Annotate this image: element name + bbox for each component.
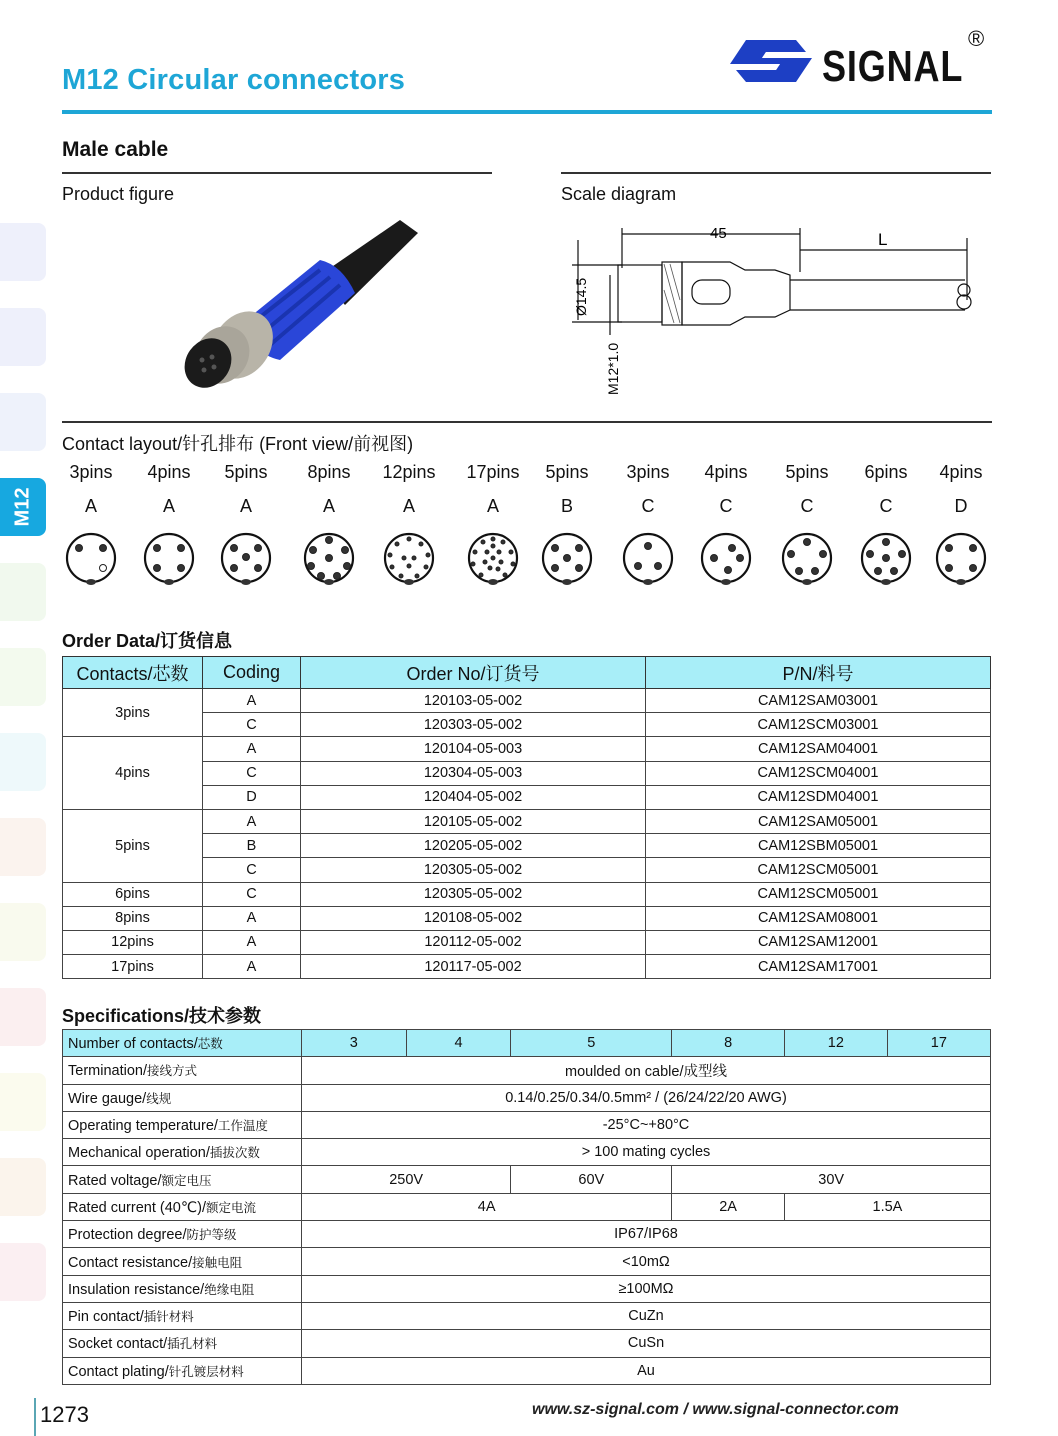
pin-contact (576, 565, 583, 572)
spec-contacts-value: 12 (784, 1030, 887, 1057)
spec-contacts-value: 5 (511, 1030, 672, 1057)
order-no-cell: 120303-05-002 (301, 713, 646, 737)
order-no-cell: 120104-05-003 (301, 737, 646, 761)
coding-letter: C (719, 496, 733, 516)
pin-contact (970, 565, 977, 572)
signal-logo-icon (726, 30, 816, 92)
pin-layout-diagram (695, 527, 757, 589)
spec-label (63, 1275, 302, 1302)
spec-contacts-value: 8 (672, 1030, 785, 1057)
side-tab[interactable] (0, 903, 46, 961)
coding-cell: C (203, 858, 301, 882)
contact-layout-item (772, 462, 842, 589)
coding-letter: A (84, 496, 97, 516)
spec-label-en: Contact plating/ (68, 1363, 169, 1380)
pin-count: 5pins (224, 462, 268, 482)
coding-letter: C (800, 496, 814, 516)
pin-contact (496, 567, 500, 571)
pin-contact (231, 545, 238, 552)
contact-layout-item (532, 462, 602, 589)
product-image (170, 215, 430, 400)
spec-label-cn: 插拔次数 (209, 1146, 260, 1161)
pin-contact (946, 565, 953, 572)
order-no-cell: 120305-05-002 (301, 858, 646, 882)
spec-label-en: Wire gauge/ (68, 1090, 147, 1107)
specifications-table (62, 1029, 991, 1385)
pin-contact (635, 563, 642, 570)
spec-label-en: Contact resistance/ (68, 1254, 193, 1271)
spec-contacts-value: 17 (887, 1030, 990, 1057)
pin-layout-diagram (930, 527, 992, 589)
page-title: M12 Circular connectors (62, 64, 406, 96)
coding-cell: A (203, 955, 301, 979)
side-tab[interactable] (0, 733, 46, 791)
spec-value: > 100 mating cycles (302, 1139, 991, 1166)
spec-value: CuZn (302, 1302, 991, 1329)
contact-layout-item (294, 462, 364, 589)
pin-contact (503, 573, 507, 577)
contact-layout-item (613, 462, 683, 589)
spec-label (63, 1248, 302, 1275)
pin-contact (812, 568, 819, 575)
spec-label (63, 1166, 302, 1193)
pin-contact (501, 540, 505, 544)
spec-value: 0.14/0.25/0.34/0.5mm² / (26/24/22/20 AWG) (302, 1084, 991, 1111)
spec-value: CuSn (302, 1330, 991, 1357)
pin-contact (402, 556, 406, 560)
contacts-cell: 6pins (63, 882, 203, 906)
order-no-cell: 120103-05-002 (301, 689, 646, 713)
spec-row (63, 1057, 991, 1084)
pn-cell: CAM12SAM17001 (646, 955, 991, 979)
order-data-title: Order Data/订货信息 (62, 631, 233, 651)
section-title: Male cable (62, 138, 169, 161)
registered-mark: ® (968, 26, 985, 51)
side-tab[interactable] (0, 308, 46, 366)
coding-letter: D (954, 496, 968, 516)
spec-value: IP67/IP68 (302, 1221, 991, 1248)
cable-length-dimension: L (878, 230, 888, 249)
spec-contacts-value: 4 (406, 1030, 511, 1057)
side-tab[interactable] (0, 478, 46, 536)
pn-cell: CAM12SAM12001 (646, 930, 991, 954)
pin-contact (426, 553, 430, 557)
pin-contact (875, 568, 882, 575)
spec-label (63, 1139, 302, 1166)
pin-layout-diagram (776, 527, 838, 589)
pin-contact (415, 574, 419, 578)
pin-contact (243, 554, 250, 561)
spec-value: 1.5A (784, 1193, 990, 1220)
spec-label-en: Termination/ (68, 1063, 147, 1080)
pin-contact (711, 555, 718, 562)
contact-layout-item (851, 462, 921, 589)
col-pn: P/N/料号 (646, 657, 991, 689)
order-no-cell: 120105-05-002 (301, 809, 646, 833)
pn-cell: CAM12SCM03001 (646, 713, 991, 737)
pin-contact (645, 543, 652, 550)
pin-contact (310, 547, 317, 554)
spec-row (63, 1357, 991, 1384)
pn-cell: CAM12SAM03001 (646, 689, 991, 713)
side-tab[interactable] (0, 1073, 46, 1131)
pin-contact (552, 565, 559, 572)
spec-label-cn: 接触电阻 (192, 1255, 243, 1270)
pin-contact (491, 544, 495, 548)
coding-letter: A (486, 496, 499, 516)
pin-contact (334, 573, 341, 580)
table-row (63, 858, 991, 882)
contact-layout-item (691, 462, 761, 589)
pin-contact (231, 565, 238, 572)
pin-layout-diagram (60, 527, 122, 589)
order-table-header (63, 657, 991, 689)
table-row (63, 882, 991, 906)
pin-contact (390, 565, 394, 569)
spec-label-cn: 绝缘电阻 (204, 1282, 255, 1297)
pin-contact (326, 555, 333, 562)
spec-value: -25°C~+80°C (302, 1111, 991, 1138)
pin-layout-diagram (855, 527, 917, 589)
table-row (63, 761, 991, 785)
pin-contact (154, 545, 161, 552)
order-table (62, 656, 991, 979)
spec-label-cn: 额定电压 (161, 1173, 212, 1188)
contact-layout-grid (62, 462, 997, 612)
pin-contact (488, 566, 492, 570)
coding-cell: A (203, 809, 301, 833)
pin-contact (788, 551, 795, 558)
spec-label (63, 1030, 302, 1057)
coding-cell: A (203, 737, 301, 761)
contact-layout-item (458, 462, 528, 589)
pn-cell: CAM12SAM04001 (646, 737, 991, 761)
pn-cell: CAM12SCM05001 (646, 882, 991, 906)
spec-label (63, 1111, 302, 1138)
coding-cell: A (203, 906, 301, 930)
order-no-cell: 120112-05-002 (301, 930, 646, 954)
spec-label-en: Number of contacts/ (68, 1036, 198, 1053)
spec-label-cn: 接线方式 (146, 1064, 197, 1079)
side-tab[interactable] (0, 648, 46, 706)
coding-cell: C (203, 713, 301, 737)
pin-count: 6pins (864, 462, 908, 482)
pin-contact (497, 550, 501, 554)
spec-label-en: Rated current (40℃)/ (68, 1199, 206, 1216)
spec-label (63, 1057, 302, 1084)
pin-count: 5pins (545, 462, 589, 482)
pin-contact (499, 560, 503, 564)
pn-cell: CAM12SAM08001 (646, 906, 991, 930)
pin-contact (899, 551, 906, 558)
pin-layout-diagram (617, 527, 679, 589)
pin-contact (511, 562, 515, 566)
pin-count: 3pins (626, 462, 670, 482)
pin-contact (804, 539, 811, 546)
contacts-cell: 3pins (63, 689, 203, 737)
spec-label (63, 1330, 302, 1357)
spec-value: <10mΩ (302, 1248, 991, 1275)
pin-contact (655, 563, 662, 570)
pin-contact (344, 563, 351, 570)
spec-row (63, 1139, 991, 1166)
pin-contact (479, 573, 483, 577)
table-row (63, 930, 991, 954)
divider (62, 421, 992, 423)
side-tab[interactable] (0, 1243, 46, 1301)
pin-contact (883, 555, 890, 562)
side-tab-label: M12 (11, 487, 34, 527)
pin-layout-diagram (215, 527, 277, 589)
pin-contact (483, 560, 487, 564)
contacts-cell: 12pins (63, 930, 203, 954)
spec-row (63, 1248, 991, 1275)
contacts-cell: 17pins (63, 955, 203, 979)
pin-contact (178, 565, 185, 572)
coding-letter: A (402, 496, 415, 516)
scale-diagram (570, 220, 990, 410)
divider (62, 172, 492, 174)
coding-letter: A (239, 496, 252, 516)
pin-contact (491, 537, 495, 541)
pin-count: 8pins (307, 462, 351, 482)
pin-contact (481, 540, 485, 544)
table-row (63, 785, 991, 809)
col-order-no: Order No/订货号 (301, 657, 646, 689)
spec-label-cn: 针孔镀层材料 (168, 1364, 244, 1379)
pin-contact (255, 545, 262, 552)
spec-row (63, 1193, 991, 1220)
pin-contact (424, 565, 428, 569)
table-row (63, 834, 991, 858)
coding-letter: A (322, 496, 335, 516)
side-tab[interactable] (0, 818, 46, 876)
pin-contact (76, 545, 83, 552)
spec-label-cn: 工作温度 (217, 1119, 268, 1134)
pin-contact (883, 539, 890, 546)
pin-contact (491, 556, 495, 560)
spec-row (63, 1166, 991, 1193)
spec-row (63, 1330, 991, 1357)
pn-cell: CAM12SDM04001 (646, 785, 991, 809)
pin-layout-diagram (298, 527, 360, 589)
contact-layout-item (56, 462, 126, 589)
spec-value: 250V (302, 1166, 511, 1193)
spec-row (63, 1302, 991, 1329)
pin-contact (342, 547, 349, 554)
coding-letter: A (162, 496, 175, 516)
table-row (63, 713, 991, 737)
contact-layout-item (211, 462, 281, 589)
spec-value: 4A (302, 1193, 672, 1220)
spec-label (63, 1357, 302, 1384)
pin-contact (388, 553, 392, 557)
table-row (63, 955, 991, 979)
pin-contact (509, 550, 513, 554)
order-no-cell: 120304-05-003 (301, 761, 646, 785)
pin-contact (820, 551, 827, 558)
pin-layout-diagram (536, 527, 598, 589)
spec-label-en: Protection degree/ (68, 1227, 187, 1244)
product-figure-label: Product figure (62, 184, 175, 204)
scale-diagram-label: Scale diagram (561, 184, 677, 204)
pin-contact (412, 556, 416, 560)
spec-value: ≥100MΩ (302, 1275, 991, 1302)
spec-label-cn: 额定电流 (205, 1200, 256, 1215)
pin-contact (308, 563, 315, 570)
order-no-cell: 120404-05-002 (301, 785, 646, 809)
table-row (63, 906, 991, 930)
length-dimension: 45 (710, 225, 727, 242)
spec-label-cn: 插孔材料 (167, 1337, 218, 1352)
coding-cell: A (203, 689, 301, 713)
table-row (63, 737, 991, 761)
pin-contact (178, 545, 185, 552)
spec-label (63, 1302, 302, 1329)
spec-label-en: Mechanical operation/ (68, 1145, 210, 1162)
specifications-title: Specifications/技术参数 (62, 1006, 262, 1026)
spec-label-en: Socket contact/ (68, 1336, 168, 1353)
pin-contact (891, 568, 898, 575)
pin-count: 5pins (785, 462, 829, 482)
spec-label-en: Insulation resistance/ (68, 1281, 205, 1298)
pin-contact (796, 568, 803, 575)
diameter-dimension: Ø14.5 (573, 277, 589, 316)
coding-cell: C (203, 761, 301, 785)
footer-bar (34, 1398, 36, 1436)
pin-contact (564, 555, 571, 562)
pin-contact (407, 537, 411, 541)
side-tab[interactable] (0, 563, 46, 621)
spec-label-cn: 线规 (146, 1091, 172, 1106)
pin-layout-diagram (462, 527, 524, 589)
col-coding: Coding (203, 657, 301, 689)
pin-contact (485, 550, 489, 554)
pin-contact (737, 555, 744, 562)
coding-cell: C (203, 882, 301, 906)
spec-value: 30V (672, 1166, 991, 1193)
pn-cell: CAM12SAM05001 (646, 809, 991, 833)
pin-contact (419, 542, 423, 546)
order-no-cell: 120305-05-002 (301, 882, 646, 906)
spec-row (63, 1111, 991, 1138)
spec-value: Au (302, 1357, 991, 1384)
pin-contact (576, 545, 583, 552)
spec-value: 2A (672, 1193, 785, 1220)
divider (561, 172, 991, 174)
spec-row (63, 1084, 991, 1111)
contact-layout-item (374, 462, 444, 589)
pin-contact (867, 551, 874, 558)
pin-contact (946, 545, 953, 552)
pin-count: 12pins (382, 462, 436, 482)
contact-layout-title: Contact layout/针孔排布 (Front view/前视图) (62, 434, 414, 454)
pin-contact (255, 565, 262, 572)
pin-contact (970, 545, 977, 552)
table-row (63, 689, 991, 713)
spec-row (63, 1275, 991, 1302)
pn-cell: CAM12SCM05001 (646, 858, 991, 882)
pin-contact (552, 545, 559, 552)
pin-count: 4pins (704, 462, 748, 482)
pin-layout-diagram (378, 527, 440, 589)
side-tab[interactable] (0, 393, 46, 451)
pn-cell: CAM12SBM05001 (646, 834, 991, 858)
order-no-cell: 120205-05-002 (301, 834, 646, 858)
contact-layout-item (926, 462, 996, 589)
side-tab[interactable] (0, 1158, 46, 1216)
pin-contact (154, 565, 161, 572)
spec-label-en: Rated voltage/ (68, 1172, 162, 1189)
pin-contact (100, 565, 107, 572)
website-link[interactable]: www.sz-signal.com / www.signal-connector.com (532, 1401, 899, 1418)
spec-contacts-value: 3 (302, 1030, 407, 1057)
side-tab[interactable] (0, 988, 46, 1046)
order-no-cell: 120108-05-002 (301, 906, 646, 930)
pn-cell: CAM12SCM04001 (646, 761, 991, 785)
spec-row-contacts (63, 1030, 991, 1057)
pin-contact (100, 545, 107, 552)
pin-contact (407, 564, 411, 568)
coding-letter: C (641, 496, 655, 516)
spec-label-cn: 插针材料 (143, 1310, 194, 1325)
spec-label (63, 1084, 302, 1111)
side-tab[interactable] (0, 223, 46, 281)
spec-label (63, 1221, 302, 1248)
coding-cell: D (203, 785, 301, 809)
spec-label-en: Pin contact/ (68, 1309, 144, 1326)
spec-label (63, 1193, 302, 1220)
pin-layout-diagram (138, 527, 200, 589)
pin-count: 4pins (147, 462, 191, 482)
spec-value: 60V (511, 1166, 672, 1193)
contacts-cell: 5pins (63, 809, 203, 882)
spec-label-cn: 防护等级 (186, 1228, 237, 1243)
pin-contact (471, 562, 475, 566)
coding-cell: B (203, 834, 301, 858)
coding-cell: A (203, 930, 301, 954)
contacts-cell: 4pins (63, 737, 203, 810)
pin-count: 17pins (466, 462, 520, 482)
spec-label-en: Operating temperature/ (68, 1118, 218, 1135)
brand-logo (726, 26, 996, 92)
spec-label-cn: 芯数 (197, 1037, 223, 1052)
pin-contact (729, 545, 736, 552)
coding-letter: B (560, 496, 573, 516)
table-row (63, 809, 991, 833)
pin-contact (395, 542, 399, 546)
col-contacts: Contacts/芯数 (63, 657, 203, 689)
coding-letter: C (879, 496, 893, 516)
spec-row (63, 1221, 991, 1248)
contact-layout-item (134, 462, 204, 589)
thread-dimension: M12*1.0 (605, 342, 621, 395)
pin-contact (326, 537, 333, 544)
pin-contact (473, 550, 477, 554)
header-rule (62, 110, 992, 114)
pin-count: 4pins (939, 462, 983, 482)
contacts-cell: 8pins (63, 906, 203, 930)
pin-contact (399, 574, 403, 578)
pin-contact (318, 573, 325, 580)
page-number: 1273 (40, 1402, 89, 1427)
brand-name: SIGNAL (822, 42, 964, 91)
pin-count: 3pins (69, 462, 113, 482)
spec-value: moulded on cable/成型线 (302, 1057, 991, 1084)
pin-contact (725, 567, 732, 574)
order-no-cell: 120117-05-002 (301, 955, 646, 979)
